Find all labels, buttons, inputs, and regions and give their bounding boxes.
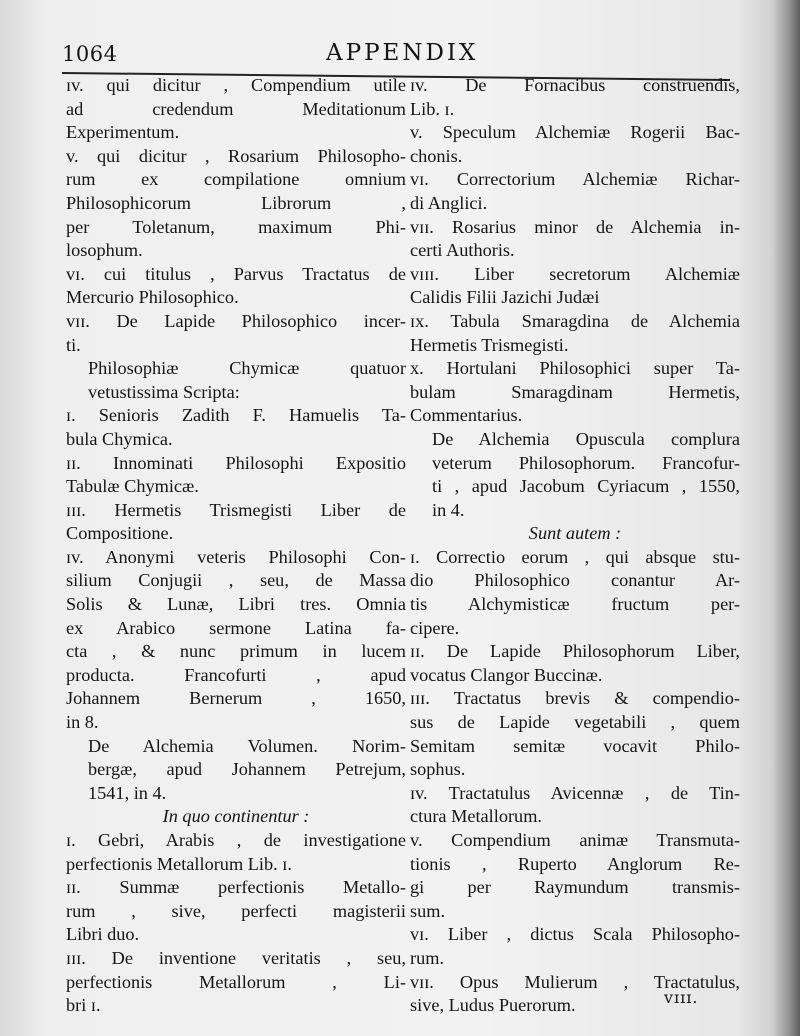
text-line: vɪ. Liber , dictus Scala Philosopho- bbox=[410, 924, 740, 945]
text-line: ɪɪ. De Lapide Philosophorum Liber, bbox=[410, 641, 740, 662]
text-line: bergæ, apud Johannem Petrejum, bbox=[88, 759, 406, 780]
text-line: ɪɪɪ. Hermetis Trismegisti Liber de bbox=[66, 499, 406, 520]
catalog-entry bbox=[66, 404, 406, 451]
text-line: Lib. ɪ. bbox=[410, 98, 455, 119]
text-line: v. Compendium animæ Transmuta- bbox=[410, 830, 740, 850]
catalog-entry bbox=[66, 452, 406, 499]
text-line: ɪ. Correctio eorum , qui absque stu- bbox=[410, 546, 740, 567]
catalog-entry bbox=[66, 829, 406, 876]
catalog-entry bbox=[410, 357, 740, 428]
text-line: losophum. bbox=[66, 240, 143, 261]
text-line: v. qui dicitur , Rosarium Philosopho- bbox=[66, 145, 406, 166]
running-header bbox=[62, 36, 732, 70]
text-line: vetustissima Scripta: bbox=[88, 381, 240, 402]
catalog-heading-paragraph bbox=[66, 357, 406, 404]
catchword: vɪɪɪ. bbox=[664, 988, 699, 1007]
left-column bbox=[66, 74, 406, 1018]
text-line: Philosophicorum Librorum , bbox=[66, 192, 406, 213]
catalog-entry bbox=[410, 640, 740, 687]
text-line: silium Conjugii , seu, de Massa bbox=[66, 570, 406, 591]
catalog-entry bbox=[410, 923, 740, 970]
text-line: vɪ. cui titulus , Parvus Tractatus de bbox=[66, 263, 406, 284]
catalog-entry bbox=[66, 947, 406, 1018]
text-line: De Alchemia Volumen. Norim- bbox=[88, 735, 406, 756]
text-line: sus de Lapide vegetabili , quem bbox=[410, 712, 740, 733]
catalog-entry bbox=[410, 263, 740, 310]
contents-subheading bbox=[410, 522, 740, 546]
catalog-heading-paragraph bbox=[410, 428, 740, 522]
text-line: vɪɪ. Opus Mulierum , Tractatulus, bbox=[410, 971, 740, 992]
text-line: Sunt autem : bbox=[528, 523, 622, 544]
text-line: vɪɪɪ. Liber secretorum Alchemiæ bbox=[410, 263, 740, 284]
catalog-entry bbox=[66, 145, 406, 263]
text-line: Johannem Bernerum , 1650, bbox=[66, 688, 406, 709]
text-line: sophus. bbox=[410, 759, 466, 780]
right-column bbox=[410, 74, 740, 1018]
text-line: vɪɪ. De Lapide Philosophico incer- bbox=[66, 310, 406, 331]
text-line: tionis , Ruperto Anglorum Re- bbox=[410, 853, 740, 874]
text-line: In quo continentur : bbox=[162, 806, 310, 827]
text-line: Compositione. bbox=[66, 523, 174, 544]
catalog-entry bbox=[66, 876, 406, 947]
text-line: Mercurio Philosophico. bbox=[66, 287, 239, 308]
page-number: 1064 bbox=[62, 42, 118, 66]
text-line: ad credendum Meditationum bbox=[66, 98, 406, 119]
text-line: v. Speculum Alchemiæ Rogerii Bac- bbox=[410, 122, 740, 143]
text-line: ɪ. Senioris Zadith F. Hamuelis Ta- bbox=[66, 405, 406, 426]
text-line: bri ɪ. bbox=[66, 995, 101, 1016]
text-line: ex Arabico sermone Latina fa- bbox=[66, 617, 406, 638]
text-line: ɪɪ. Innominati Philosophi Expositio bbox=[66, 452, 406, 473]
text-line: sive, Ludus Puerorum. bbox=[410, 995, 576, 1016]
text-line: 1541, in 4. bbox=[88, 782, 167, 803]
text-line: ti , apud Jacobum Cyriacum , 1550, bbox=[432, 476, 740, 497]
text-line: producta. Francofurti , apud bbox=[66, 664, 406, 685]
text-line: Tabulæ Chymicæ. bbox=[66, 476, 199, 497]
catalog-entry bbox=[66, 499, 406, 546]
catalog-entry bbox=[410, 310, 740, 357]
text-line: vɪɪ. Rosarius minor de Alchemia in- bbox=[410, 216, 740, 237]
text-line: cipere. bbox=[410, 617, 460, 638]
text-line: perfectionis Metallorum , Li- bbox=[66, 971, 406, 992]
catalog-entry bbox=[66, 263, 406, 310]
text-line: Libri duo. bbox=[66, 924, 140, 945]
text-line: Philosophiæ Chymicæ quatuor bbox=[88, 358, 406, 379]
catalog-entry bbox=[410, 74, 740, 121]
text-line: Solis & Lunæ, Libri tres. Omnia bbox=[66, 594, 406, 615]
text-line: ctura Metallorum. bbox=[410, 806, 542, 827]
text-line: sum. bbox=[410, 900, 446, 921]
text-line: cta , & nunc primum in lucem bbox=[66, 641, 406, 662]
text-line: vocatus Clangor Buccinæ. bbox=[410, 664, 603, 685]
catalog-heading-paragraph bbox=[66, 735, 406, 806]
running-title: APPENDIX bbox=[326, 40, 479, 66]
text-line: ɪv. De Fornacibus construendis, bbox=[410, 75, 740, 95]
catalog-entry bbox=[66, 546, 406, 735]
text-line: rum ex compilatione omnium bbox=[66, 169, 406, 190]
text-line: Experimentum. bbox=[66, 122, 180, 143]
text-line: rum. bbox=[410, 947, 445, 968]
text-line: ɪɪɪ. De inventione veritatis , seu, bbox=[66, 947, 406, 968]
catalog-entry bbox=[410, 168, 740, 215]
text-line: per Toletanum, maximum Phi- bbox=[66, 216, 406, 237]
contents-subheading bbox=[66, 805, 406, 829]
text-line: bulam Smaragdinam Hermetis, bbox=[410, 381, 740, 402]
text-line: rum , sive, perfecti magisterii bbox=[66, 900, 406, 921]
text-line: in 4. bbox=[432, 499, 465, 520]
text-line: ti. bbox=[66, 334, 81, 355]
text-line: ɪv. qui dicitur , Compendium utile bbox=[66, 75, 406, 95]
text-line: De Alchemia Opuscula complura bbox=[432, 428, 740, 449]
text-line: ɪɪ. Summæ perfectionis Metallo- bbox=[66, 877, 406, 898]
catalog-entry bbox=[410, 829, 740, 923]
text-line: perfectionis Metallorum Lib. ɪ. bbox=[66, 853, 292, 874]
text-line: veterum Philosophorum. Francofur- bbox=[432, 452, 740, 473]
text-line: Commentarius. bbox=[410, 405, 523, 426]
text-line: di Anglici. bbox=[410, 192, 488, 213]
text-line: ɪ. Gebri, Arabis , de investigatione bbox=[66, 830, 406, 850]
catalog-entry bbox=[66, 74, 406, 145]
text-line: Calidis Filii Jazichi Judæi bbox=[410, 287, 600, 308]
text-line: certi Authoris. bbox=[410, 240, 515, 261]
catalog-entry bbox=[410, 121, 740, 168]
catalog-entry bbox=[410, 782, 740, 829]
catalog-entry bbox=[410, 687, 740, 781]
text-line: ɪɪɪ. Tractatus brevis & compendio- bbox=[410, 688, 740, 709]
text-line: ɪv. Anonymi veteris Philosophi Con- bbox=[66, 546, 406, 567]
text-line: Hermetis Trismegisti. bbox=[410, 334, 569, 355]
text-line: in 8. bbox=[66, 712, 99, 733]
text-line: x. Hortulani Philosophici super Ta- bbox=[410, 358, 740, 379]
text-line: ɪx. Tabula Smaragdina de Alchemia bbox=[410, 310, 740, 331]
text-line: vɪ. Correctorium Alchemiæ Richar- bbox=[410, 169, 740, 190]
catalog-entry bbox=[66, 310, 406, 357]
text-line: ɪv. Tractatulus Avicennæ , de Tin- bbox=[410, 782, 740, 803]
text-line: chonis. bbox=[410, 145, 463, 166]
text-line: Semitam semitæ vocavit Philo- bbox=[410, 735, 740, 756]
catalog-entry bbox=[410, 546, 740, 640]
text-line: gi per Raymundum transmis- bbox=[410, 877, 740, 898]
text-line: bula Chymica. bbox=[66, 428, 173, 449]
catalog-entry bbox=[410, 216, 740, 263]
page-binding-shadow bbox=[772, 0, 800, 1036]
text-line: dio Philosophico conantur Ar- bbox=[410, 570, 740, 591]
text-line: tis Alchymisticæ fructum per- bbox=[410, 594, 740, 615]
